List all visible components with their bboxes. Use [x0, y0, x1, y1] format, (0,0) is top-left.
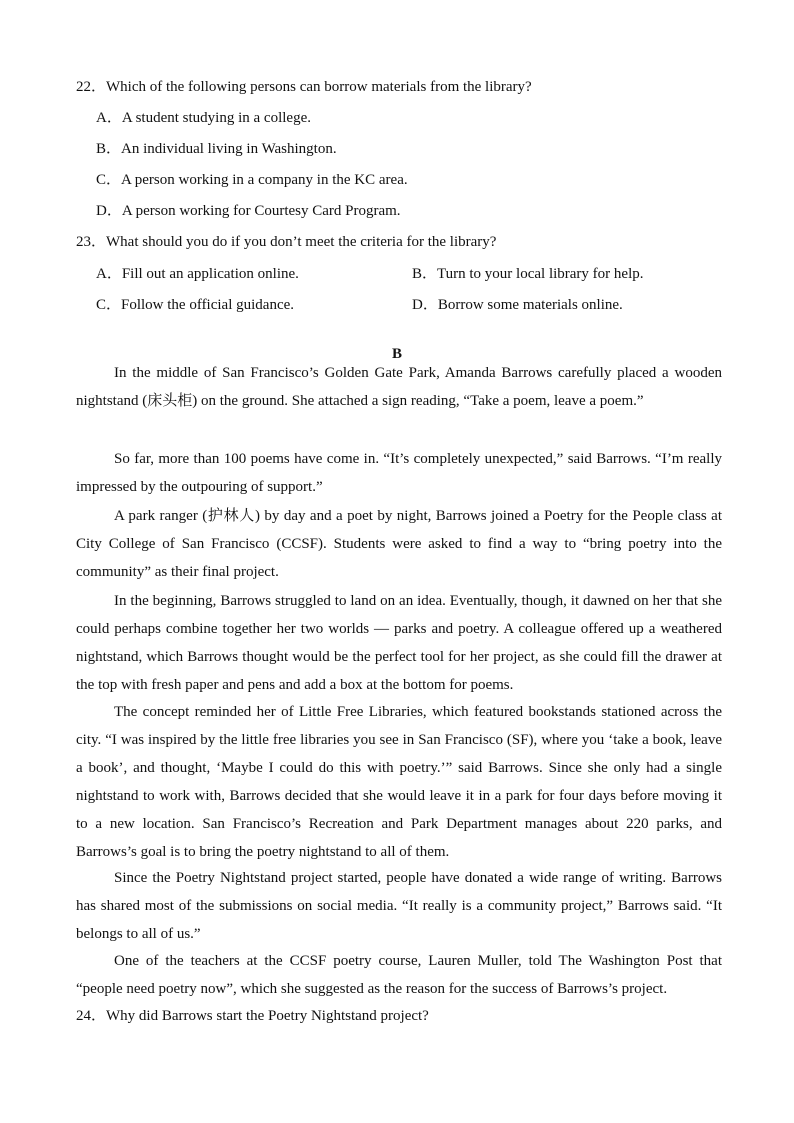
question-23-stem: 23．What should you do if you don’t meet the criteria for the library? [76, 234, 497, 250]
question-23-option-b: B．Turn to your local library for help. [412, 266, 644, 282]
passage-paragraph-7: One of the teachers at the CCSF poetry course, Lauren Muller, told The Washington Post that “people need poetry now”, which she suggested as the reason for the success of Barrows’s project. [76, 953, 722, 997]
question-23-option-a: A．Fill out an application online. [96, 266, 299, 282]
passage-paragraph-3: A park ranger (护林人) by day and a poet by night, Barrows joined a Poetry for the People class at City College of San Francisco (CCSF). Students were asked to find a way to “bring poetry into the community” as their final project. [76, 508, 722, 580]
question-22-option-b: B．An individual living in Washington. [96, 141, 337, 157]
question-22-option-c: C．A person working in a company in the KC area. [96, 172, 408, 188]
question-23-option-c: C．Follow the official guidance. [96, 297, 295, 313]
question-22-stem: 22．Which of the following persons can borrow materials from the library? [76, 79, 532, 95]
passage-paragraph-5: The concept reminded her of Little Free Libraries, which featured bookstands stationed across the city. “I was inspired by the little free libraries you see in San Francisco (SF), where you ‘take a book, leave a book’, and thought, ‘Maybe I could do this with poetry.’” said Barrows. Since she only had a single nightstand to work with, Barrows decided that she would leave it in a park for four days before moving it to a new location. San Francisco’s Recreation and Park Department manages about 220 parks, and Barrows’s goal is to bring the poetry nightstand to all of them. [76, 704, 722, 860]
section-heading: B [391, 346, 402, 362]
question-23-option-d: D．Borrow some materials online. [412, 297, 623, 313]
question-24-stem: 24．Why did Barrows start the Poetry Nightstand project? [76, 1008, 429, 1024]
question-22-option-d: D．A person working for Courtesy Card Program. [96, 203, 401, 219]
passage-paragraph-2: So far, more than 100 poems have come in. “It’s completely unexpected,” said Barrows. “I’m really impressed by the outpouring of support.” [76, 451, 722, 495]
question-22-option-a: A．A student studying in a college. [96, 110, 311, 126]
passage-paragraph-6: Since the Poetry Nightstand project started, people have donated a wide range of writing. Barrows has shared most of the submissions on social media. “It really is a community project,” Barrows said. “It belongs to all of us.” [76, 870, 722, 942]
passage-paragraph-4: In the beginning, Barrows struggled to land on an idea. Eventually, though, it dawned on her that she could perhaps combine together her two worlds — parks and poetry. A colleague offered up a weathered nightstand, which Barrows thought would be the perfect tool for her project, as she could fill the drawer at the top with fresh paper and pens and add a box at the bottom for poems. [76, 593, 722, 693]
passage-paragraph-1: In the middle of San Francisco’s Golden Gate Park, Amanda Barrows carefully placed a wooden nightstand (床头柜) on the ground. She attached a sign reading, “Take a poem, leave a poem.” [76, 365, 722, 409]
